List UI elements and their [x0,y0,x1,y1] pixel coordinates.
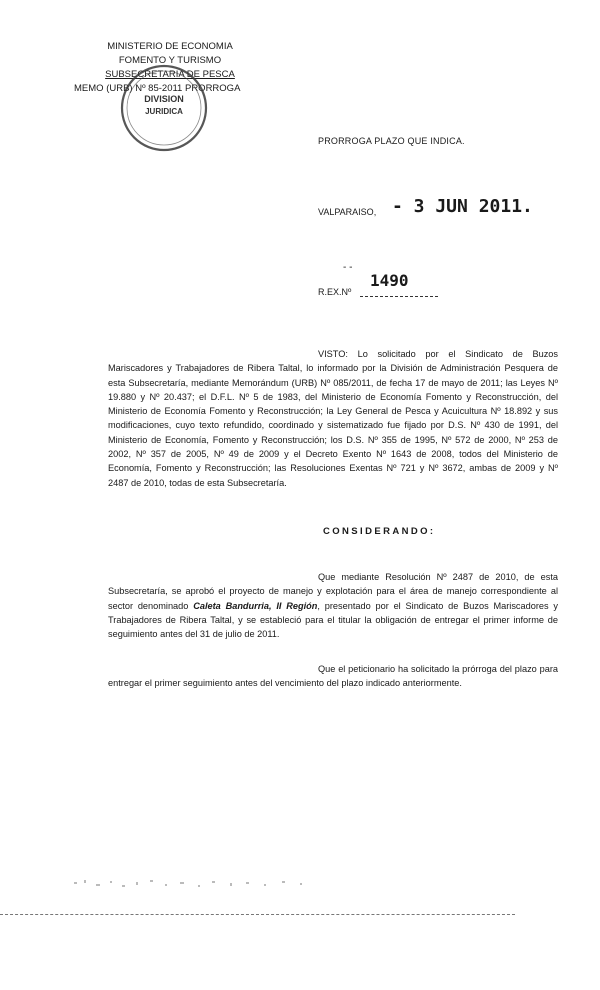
resolution-number-line [360,296,438,297]
seal-text-top: DIVISION [144,94,184,104]
document-subject: PRORROGA PLAZO QUE INDICA. [318,136,465,146]
date-stamp: - 3 JUN 2011. [392,196,533,217]
header-subsecretariat: SUBSECRETARIA DE PESCA [105,69,235,80]
resolution-label: R.EX.Nº [318,287,352,297]
considerando-paragraph-2: Que el peticionario ha solicitado la prórroga del plazo para entregar el primer seguimiento antes del vencimiento del plazo indicado anteriormente. [108,664,558,689]
document-place: VALPARAISO, [318,207,377,217]
considerando-1-emphasis: Caleta Bandurria, II Región [193,600,318,611]
considerando-paragraph-1 [108,570,558,641]
seal-text-bottom: JURIDICA [145,107,183,116]
scan-noise-marks [70,876,330,892]
division-juridica-seal-stamp [118,62,210,154]
considerando-heading: CONSIDERANDO: [323,526,436,537]
page-bottom-dashed-line [0,914,515,915]
header-department: FOMENTO Y TURISMO [118,55,222,66]
header-memo-reference: MEMO (URB) Nº 85-2011 PRORROGA [74,83,241,94]
resolution-dash: - - [343,262,353,273]
resolution-number: 1490 [370,271,409,290]
considerando-1-text-after: , presentado por el Sindicato de Buzos Mariscadores y Trabajadores de Ribera Taltal, y se estableció para el titular la obligación de entregar el primer informe de seguimiento antes del 31 de julio de 2011. [108,600,559,640]
header-ministry: MINISTERIO DE ECONOMIA [107,41,233,52]
considerando-1-text-before: Que mediante Resolución Nº 2487 de 2010, de esta Subsecretaría, se aprobó el proyecto de manejo y explotación para el área de manejo correspondiente al sector denominado [108,572,558,611]
visto-paragraph: VISTO: Lo solicitado por el Sindicato de Buzos Mariscadores y Trabajadores de Ribera Taltal, lo informado por la División de Administración Pesquera de esta Subsecretaría, mediante Memorándum (URB) Nº 085/2011, de fecha 17 de mayo de 2011; las Leyes Nº 19.880 y Nº 20.437; el D.F.L. Nº 5 de 1983, del Ministerio de Economía Fomento y Reconstrucción, del Ministerio de Economía Fomento y Reconstrucción; la Ley General de Pesca y Acuicultura Nº 18.892 y sus modificaciones, cuyo texto refundido, coordinado y sistematizado fue fijado por D.S. Nº 430 de 1991, del Ministerio de Economía, Fomento y Reconstrucción; los D.S. Nº 355 de 1995, Nº 572 de 2000, Nº 253 de 2002, Nº 357 de 2005, Nº 49 de 2009 y el Decreto Exento Nº 1643 de 2008, todos del Ministerio de Economía, Fomento y Reconstrucción; las Resoluciones Exentas Nº 721 y Nº 3672, ambas de 2009 y Nº 2487 de 2010, todas de esta Subsecretaría. [108,349,558,488]
